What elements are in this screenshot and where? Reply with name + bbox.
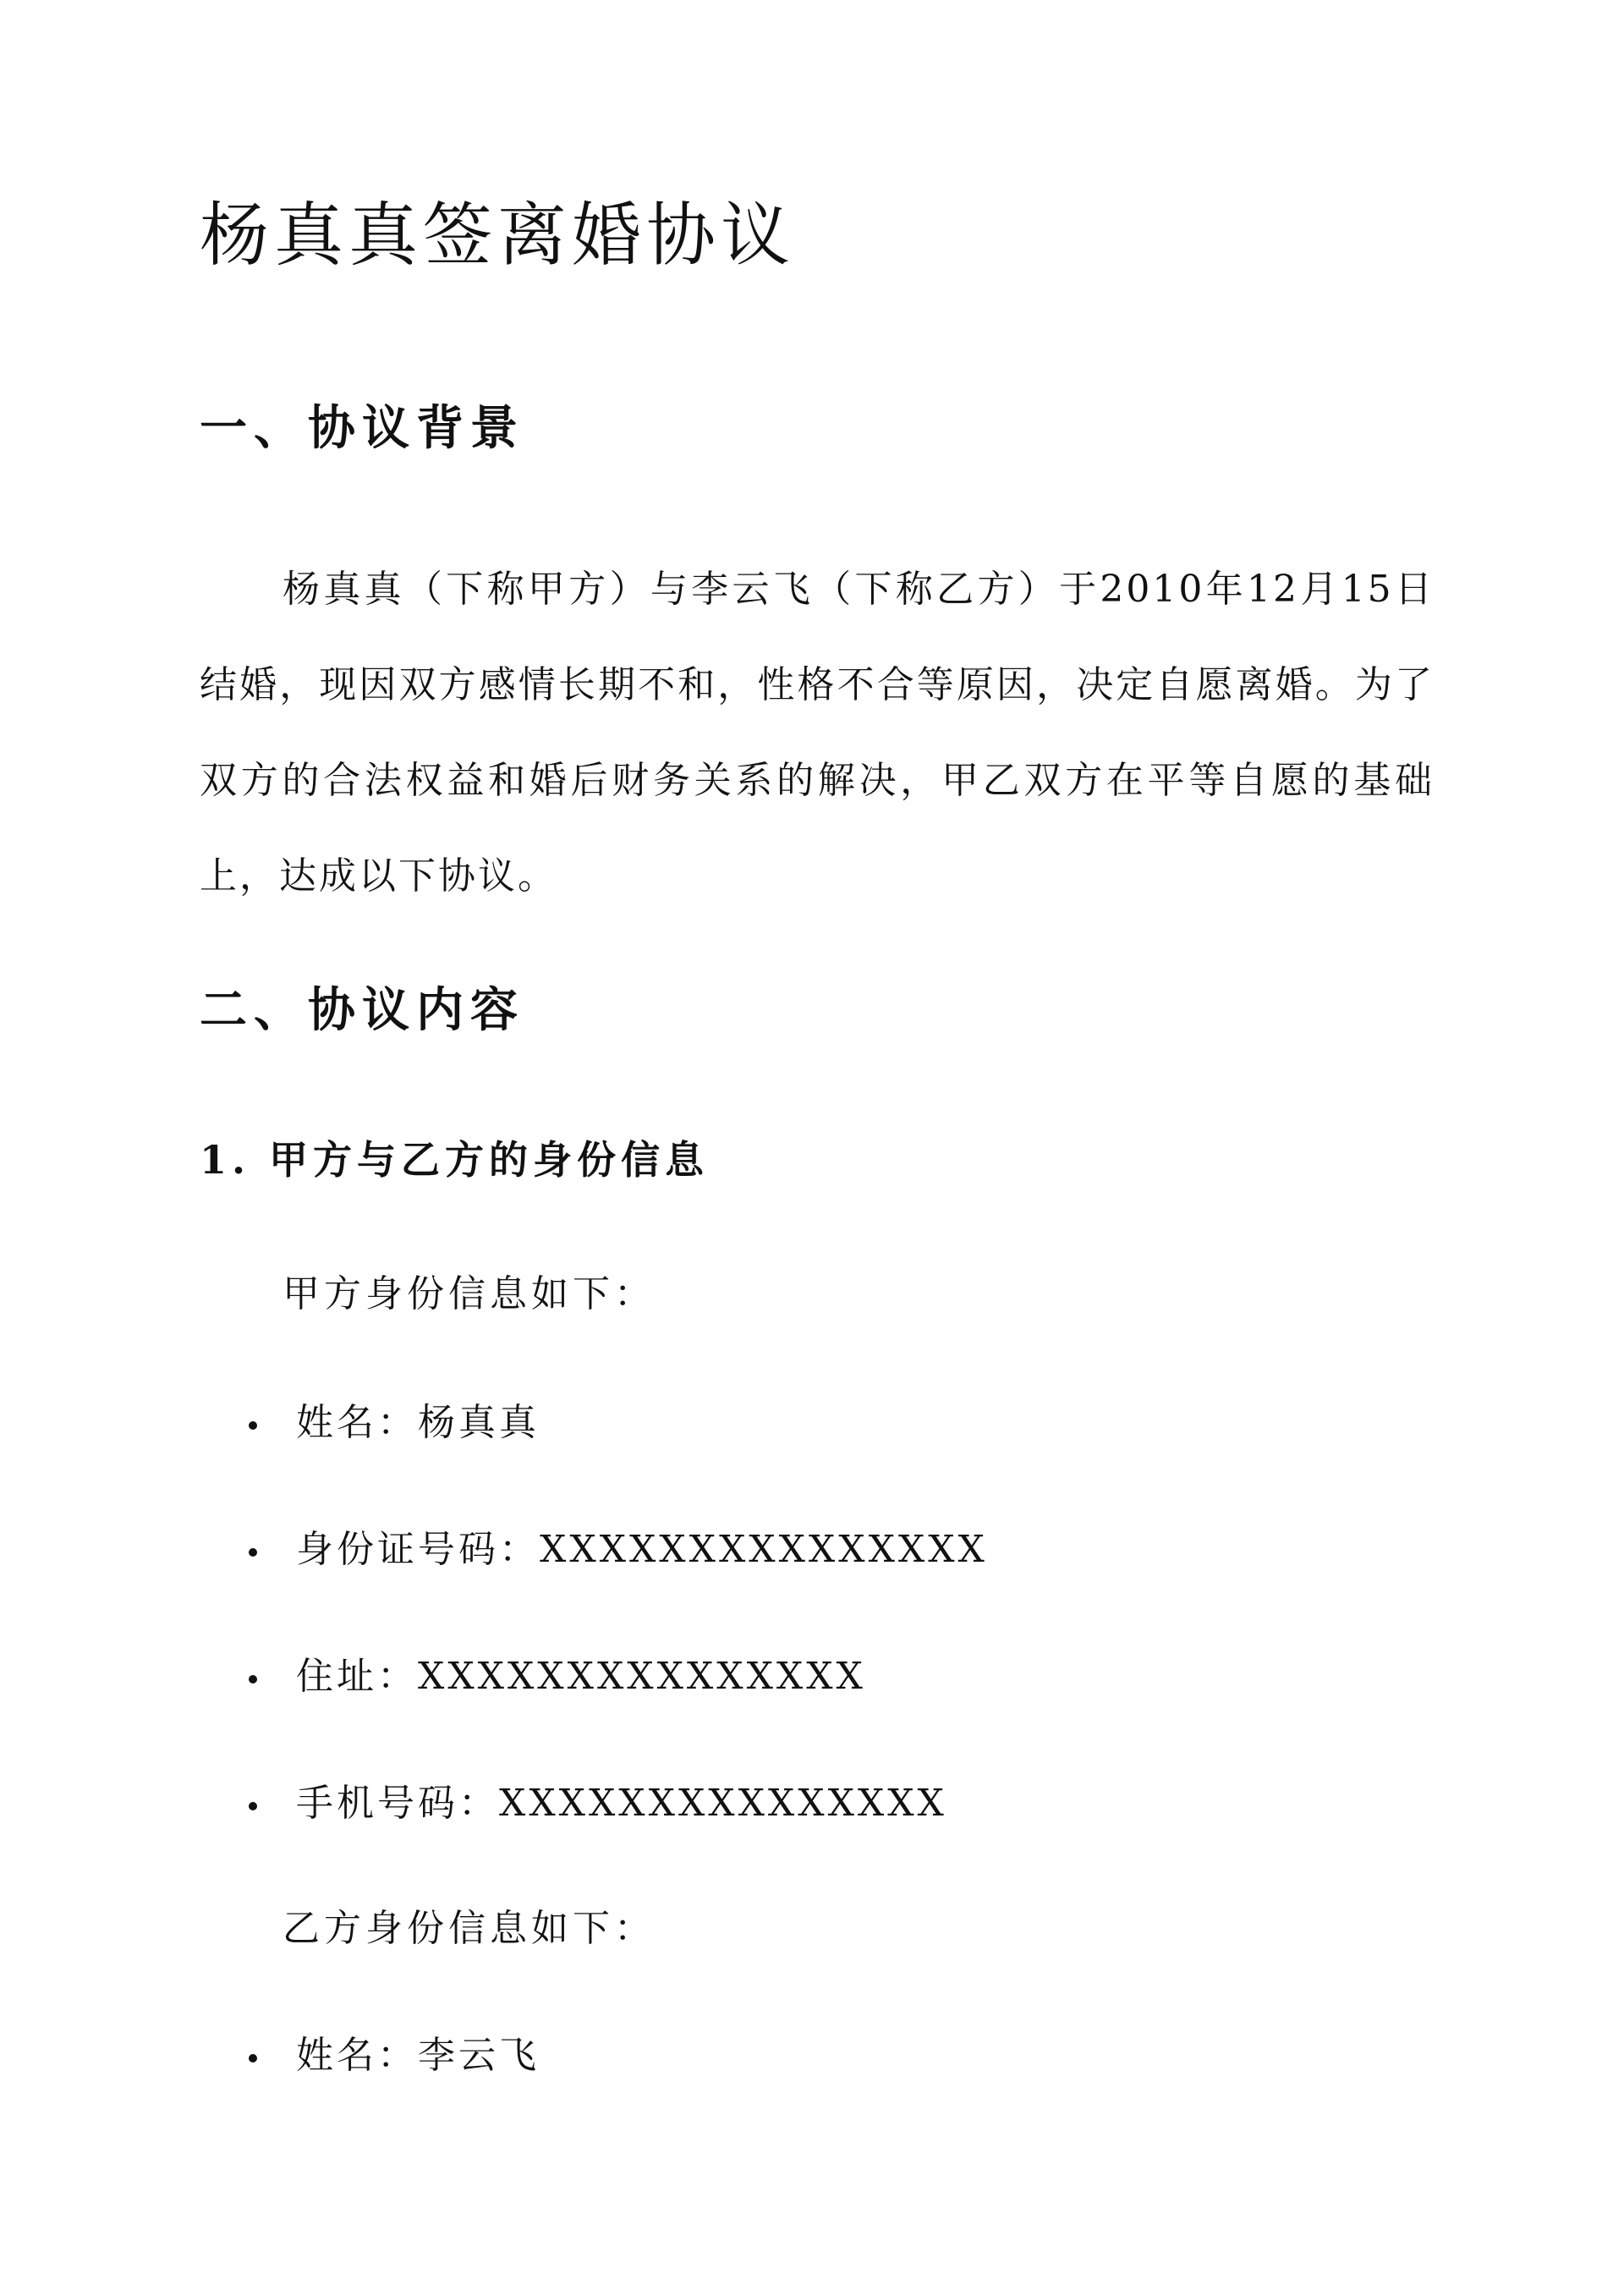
document-title: 杨真真签离婚协议 [200,195,796,276]
party-a-name: 姓名：杨真真 [296,1401,540,1444]
background-paragraph: 杨真真（下称甲方）与李云飞（下称乙方）于2010年12月15日结婚，现因双方感情长期不和，性格不合等原因，决定自愿离婚。为了双方的合法权益和婚后财务关系的解决，甲乙双方在平等自愿的基础上，达成以下协议。 [200,568,1435,898]
party-a-id-number: 身份证号码：XXXXXXXXXXXXXXX [296,1528,988,1571]
bullet-icon [249,2054,257,2063]
subsection-heading-identity: 1. 甲方与乙方的身份信息 [200,1137,710,1183]
party-b-name: 姓名：李云飞 [296,2034,540,2077]
section-heading-content: 二、协议内容 [200,982,524,1038]
party-a-intro: 甲方身份信息如下： [283,1272,656,1316]
bullet-icon [249,1548,257,1557]
bullet-icon [249,1802,257,1810]
party-a-address: 住址：XXXXXXXXXXXXXXX [296,1655,866,1698]
party-b-intro: 乙方身份信息如下： [283,1907,656,1950]
bullet-icon [249,1421,257,1430]
bullet-icon [249,1675,257,1684]
section-heading-background: 一、协议背景 [200,400,524,456]
party-a-phone: 手机号码：XXXXXXXXXXXXXXX [296,1782,947,1825]
